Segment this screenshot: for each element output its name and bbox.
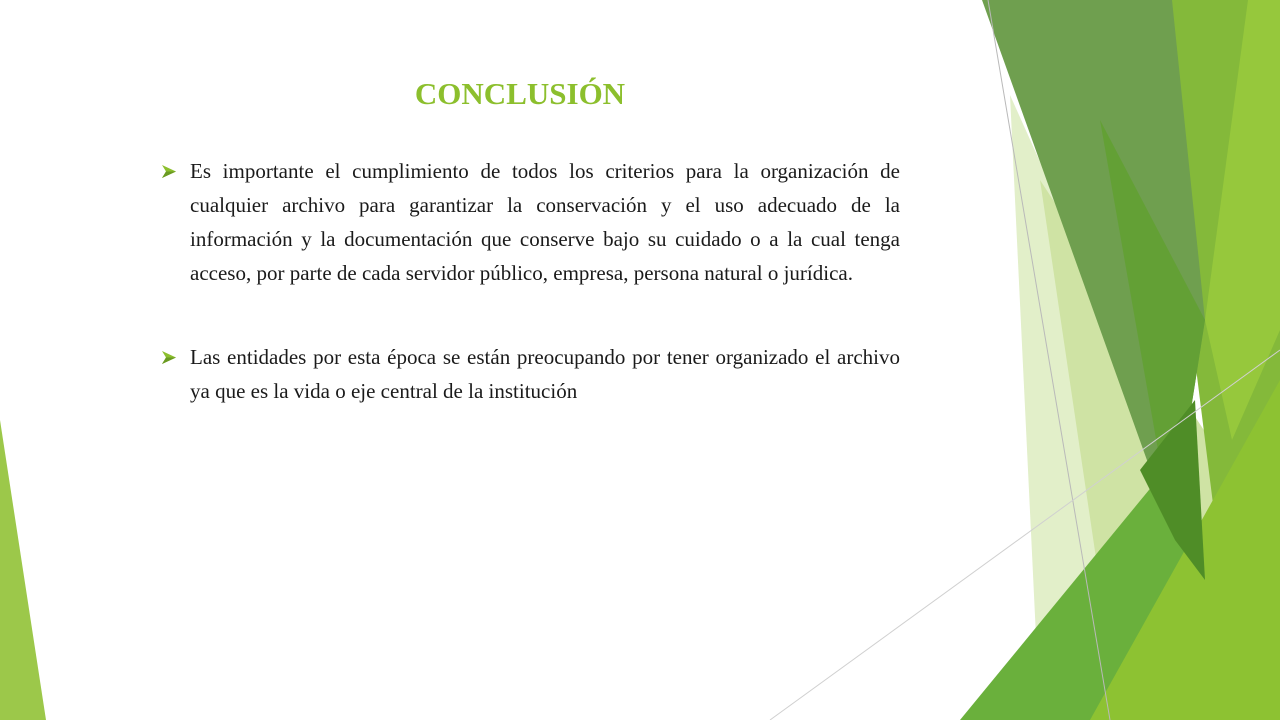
slide-title: CONCLUSIÓN [414,76,626,111]
bullet-text: Las entidades por esta época se están preocupando por tener organizado el archivo ya que es la vida o eje central de la institución [190,345,900,403]
bullet-list [160,154,900,408]
bullet-text: Es importante el cumplimiento de todos los criterios para la organización de cualquier archivo para garantizar la conservación y el uso adecuado de la información y la documentación que conserve bajo su cuidado o a la cual tenga acceso, por parte de cada servidor público, empresa, persona natural o jurídica. [190,159,900,285]
arrowhead-bullet-icon [162,154,178,188]
bullet-item [160,154,900,290]
left-green-sliver [0,420,46,720]
arrowhead-bullet-icon [162,340,178,374]
bullet-item [160,340,900,408]
